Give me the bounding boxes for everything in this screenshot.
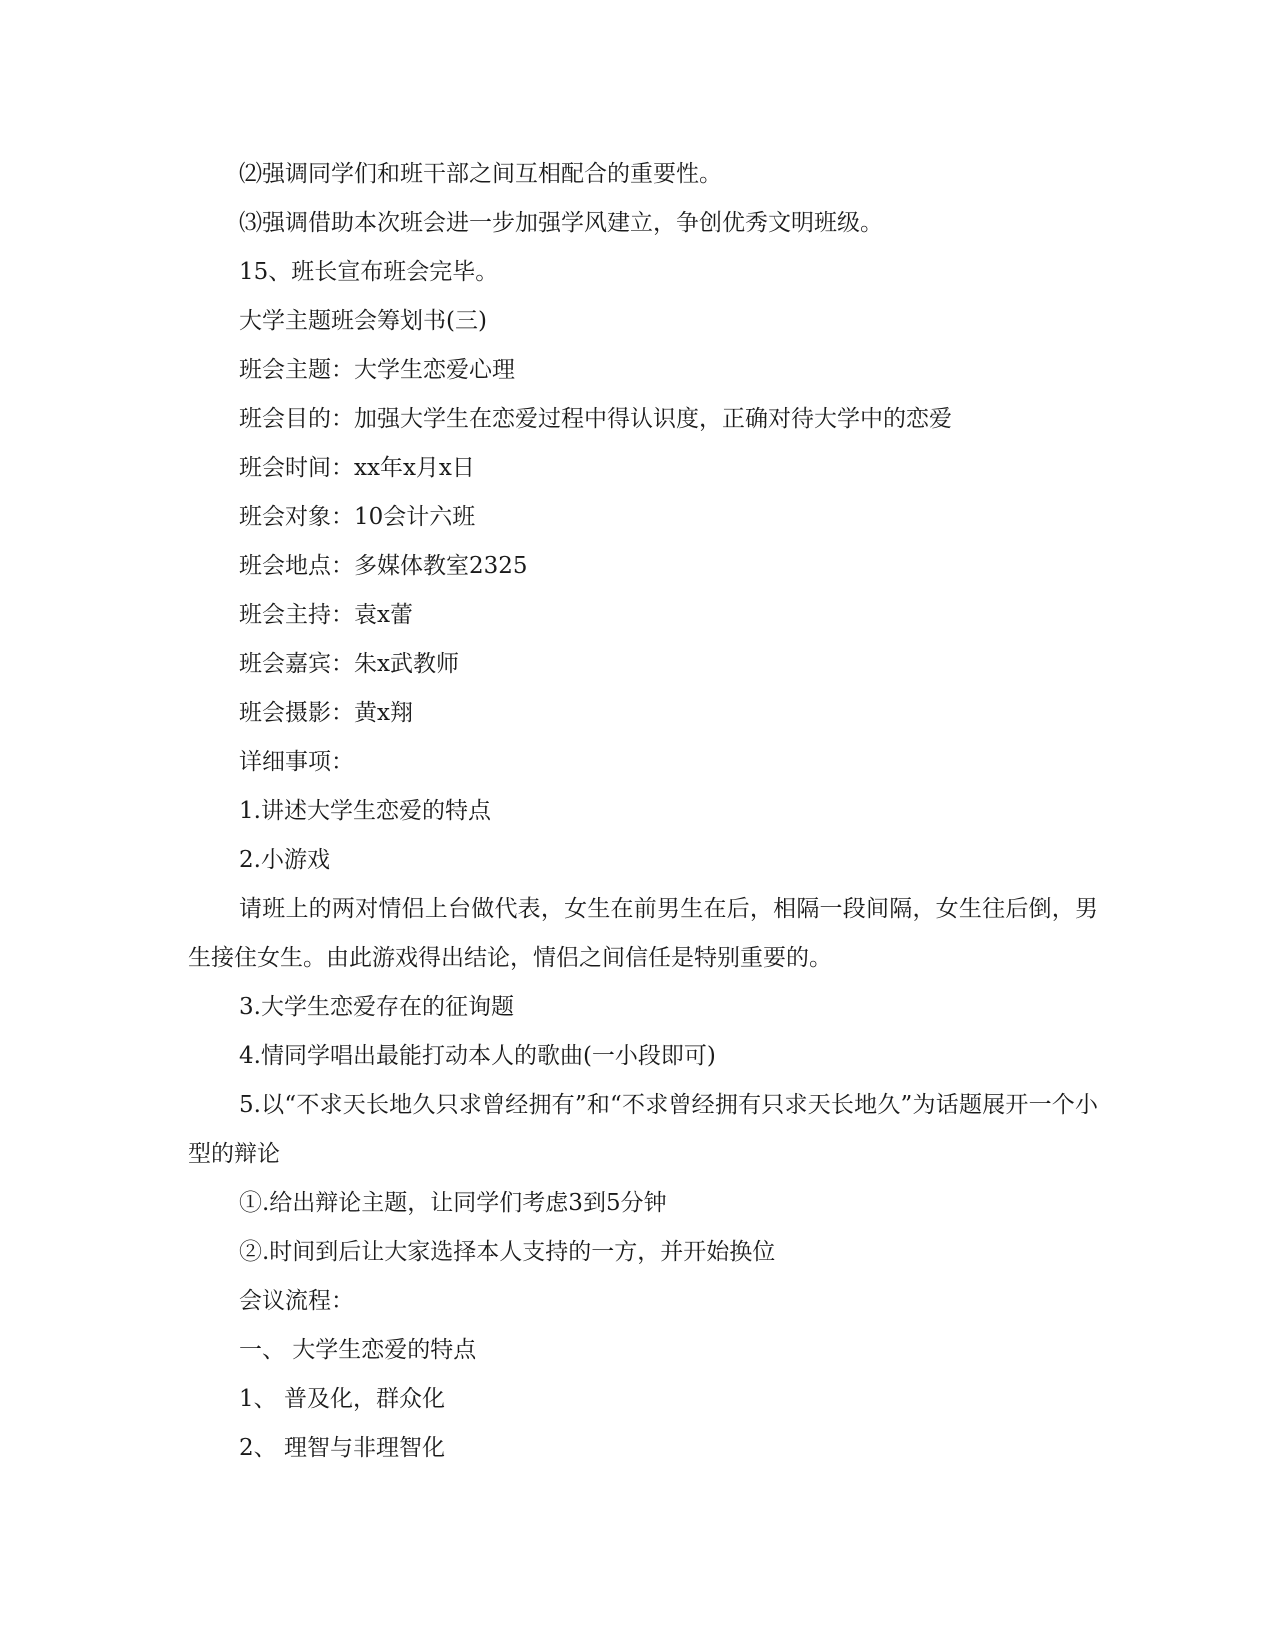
debate-step-2: ②.时间到后让大家选择本人支持的一方，并开始换位 [239,1239,776,1265]
detail-item-3: 3.大学生恋爱存在的征询题 [239,994,514,1020]
detail-item-2: 2.小游戏 [239,847,330,873]
detail-item-4: 4.情同学唱出最能打动本人的歌曲(一小段即可) [239,1043,716,1069]
agenda-point-1: 1、 普及化，群众化 [239,1386,445,1412]
meeting-photographer: 班会摄影：黄x翔 [239,700,413,726]
section-title: 大学主题班会筹划书(三) [239,308,487,334]
meeting-time: 班会时间：xx年x月x日 [239,455,475,481]
details-heading: 详细事项： [239,749,354,775]
detail-item-5: 5.以“不求天长地久只求曾经拥有”和“不求曾经拥有只求天长地久”为话题展开一个小型的辩论 [188,1092,1098,1167]
paragraph-item-15: 15、班长宣布班会完毕。 [239,259,499,285]
agenda-heading: 会议流程： [239,1288,354,1314]
meeting-audience: 班会对象：10会计六班 [239,504,476,530]
paragraph-point-2: ⑵强调同学们和班干部之间互相配合的重要性。 [239,161,722,187]
meeting-purpose: 班会目的：加强大学生在恋爱过程中得认识度，正确对待大学中的恋爱 [239,406,952,432]
document-body [188,150,1098,1473]
meeting-host: 班会主持：袁x蕾 [239,602,413,628]
agenda-section-1: 一、 大学生恋爱的特点 [239,1337,477,1363]
paragraph-point-3: ⑶强调借助本次班会进一步加强学风建立，争创优秀文明班级。 [239,210,883,236]
meeting-guest: 班会嘉宾：朱x武教师 [239,651,459,677]
game-description: 请班上的两对情侣上台做代表，女生在前男生在后，相隔一段间隔，女生往后倒，男生接住女生。由此游戏得出结论，情侣之间信任是特别重要的。 [188,896,1098,971]
meeting-location: 班会地点：多媒体教室2325 [239,553,528,579]
meeting-theme: 班会主题：大学生恋爱心理 [239,357,515,383]
detail-item-1: 1.讲述大学生恋爱的特点 [239,798,491,824]
debate-step-1: ①.给出辩论主题，让同学们考虑3到5分钟 [239,1190,667,1216]
agenda-point-2: 2、 理智与非理智化 [239,1435,445,1461]
